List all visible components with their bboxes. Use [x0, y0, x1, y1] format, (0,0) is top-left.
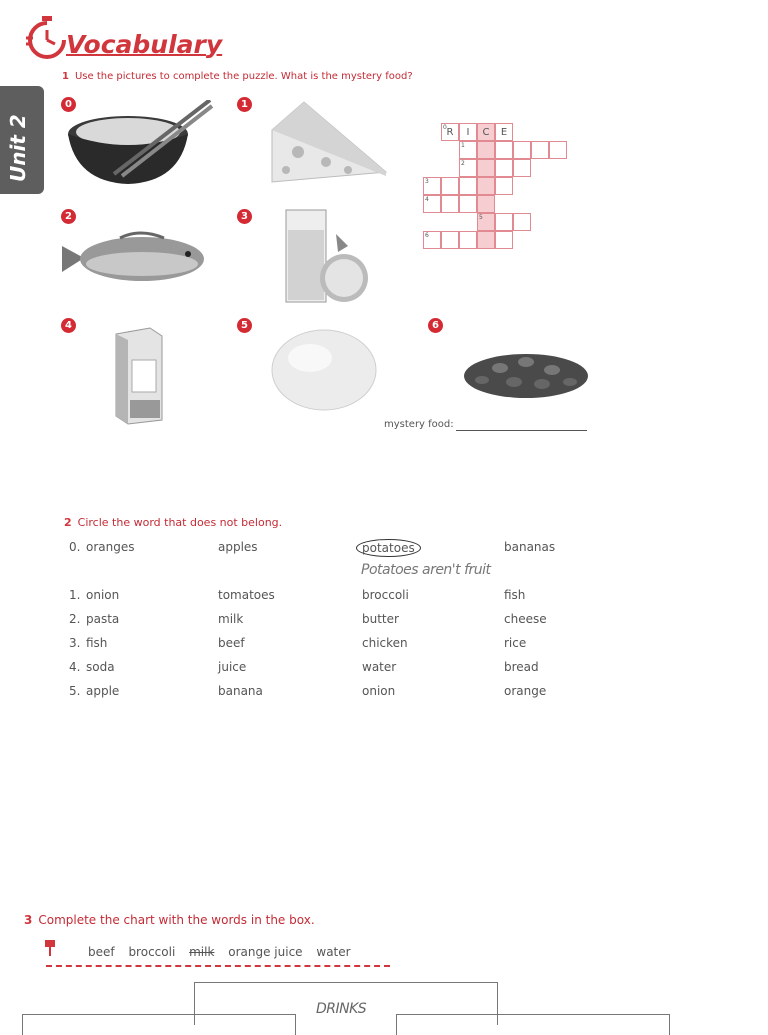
- puzzle-cell: [459, 195, 477, 213]
- puzzle-cell: [441, 231, 459, 249]
- puzzle-cell: [459, 231, 477, 249]
- picture-badge-2: 2: [61, 209, 76, 224]
- row-label: 2.: [69, 612, 81, 626]
- word-box-dashed-line: [46, 965, 390, 967]
- word-option[interactable]: juice: [218, 660, 247, 674]
- puzzle-cell: 4: [423, 195, 441, 213]
- picture-badge-3: 3: [237, 209, 252, 224]
- word-option-circled[interactable]: potatoes: [356, 539, 421, 557]
- puzzle-cell: [495, 141, 513, 159]
- exercise-2-title: [64, 516, 282, 529]
- puzzle-cell: E: [495, 123, 513, 141]
- puzzle-cell-mystery: [477, 231, 495, 249]
- word-box-item: broccoli: [128, 945, 176, 959]
- picture-badge-1: 1: [237, 97, 252, 112]
- word-option[interactable]: onion: [86, 588, 120, 602]
- word-option[interactable]: bread: [504, 660, 539, 674]
- word-option[interactable]: fish: [504, 588, 526, 602]
- word-option[interactable]: rice: [504, 636, 527, 650]
- exercise-1-number: 1: [62, 71, 69, 82]
- word-option[interactable]: bananas: [504, 540, 556, 554]
- puzzle-cell: [441, 195, 459, 213]
- word-box: [88, 945, 351, 959]
- row-label: 1.: [69, 588, 81, 602]
- exercise-3-title: [24, 913, 315, 927]
- word-option[interactable]: oranges: [86, 540, 135, 554]
- picture-badge-6: 6: [428, 318, 443, 333]
- row-label: 5.: [69, 684, 81, 698]
- word-option[interactable]: onion: [362, 684, 396, 698]
- word-option[interactable]: soda: [86, 660, 115, 674]
- word-box-item: water: [316, 945, 351, 959]
- word-option[interactable]: pasta: [86, 612, 120, 626]
- puzzle-cell: [495, 177, 513, 195]
- row-label: 3.: [69, 636, 81, 650]
- mystery-food-answer-line[interactable]: [456, 430, 587, 431]
- worksheet-page-2: [0, 509, 708, 715]
- page-title: Vocabulary: [66, 30, 223, 59]
- exercise-2-number: 2: [64, 516, 72, 529]
- word-option[interactable]: cheese: [504, 612, 547, 626]
- exercise-2-instruction: Circle the word that does not belong.: [77, 516, 283, 529]
- worksheet-page-1: [0, 0, 640, 432]
- picture-badge-5: 5: [237, 318, 252, 333]
- puzzle-cell: 1: [459, 141, 477, 159]
- word-option[interactable]: chicken: [362, 636, 408, 650]
- word-option[interactable]: milk: [218, 612, 244, 626]
- milk-carton-image: [110, 324, 168, 426]
- fish-image: [60, 228, 206, 290]
- egg-image: [270, 328, 378, 412]
- puzzle-cell: [459, 177, 477, 195]
- puzzle-cell: [495, 159, 513, 177]
- puzzle-cell: 6: [423, 231, 441, 249]
- word-option[interactable]: fish: [86, 636, 108, 650]
- word-option[interactable]: apples: [218, 540, 258, 554]
- word-box-item: beef: [88, 945, 115, 959]
- row-label: 4.: [69, 660, 81, 674]
- word-option[interactable]: water: [362, 660, 397, 674]
- word-option[interactable]: beef: [218, 636, 245, 650]
- puzzle-cell-mystery: [477, 177, 495, 195]
- puzzle-cell: [495, 231, 513, 249]
- row-label: 0.: [69, 540, 81, 554]
- puzzle-cell: [513, 159, 531, 177]
- exercise-3-number: 3: [24, 913, 33, 927]
- puzzle-cell-mystery: 5: [477, 213, 495, 231]
- chart-label-drinks: DRINKS: [316, 1001, 367, 1017]
- puzzle-cell: [513, 213, 531, 231]
- unit-tab-label: Unit 2: [6, 114, 30, 182]
- word-option[interactable]: apple: [86, 684, 120, 698]
- word-option[interactable]: broccoli: [362, 588, 409, 602]
- worksheet-page-3: [0, 904, 736, 1024]
- puzzle-cell: I: [459, 123, 477, 141]
- puzzle-cell-mystery: [477, 141, 495, 159]
- word-option[interactable]: butter: [362, 612, 399, 626]
- example-handwritten-answer: Potatoes aren't fruit: [361, 562, 491, 578]
- puzzle-cell: [495, 213, 513, 231]
- puzzle-cell: [531, 141, 549, 159]
- puzzle-cell: 2: [459, 159, 477, 177]
- beans-image: [462, 340, 592, 402]
- word-option[interactable]: tomatoes: [218, 588, 275, 602]
- puzzle-cell: [441, 177, 459, 195]
- word-option[interactable]: banana: [218, 684, 263, 698]
- mystery-food-label: mystery food:: [384, 419, 454, 430]
- puzzle-cell: [513, 141, 531, 159]
- picture-badge-0: 0: [61, 97, 76, 112]
- chart-right-box: [396, 1014, 670, 1035]
- word-box-item: orange juice: [228, 945, 303, 959]
- chart-left-box: [22, 1014, 296, 1035]
- word-option[interactable]: orange: [504, 684, 547, 698]
- orange-juice-image: [282, 206, 378, 306]
- exercise-3-instruction: Complete the chart with the words in the box.: [38, 913, 315, 927]
- puzzle-cell: 0 R: [441, 123, 459, 141]
- puzzle-cell: [549, 141, 567, 159]
- word-box-item-crossed: milk: [189, 945, 215, 959]
- puzzle-cell-mystery: [477, 195, 495, 213]
- pencil-icon: [44, 940, 56, 960]
- puzzle-cell-mystery: C: [477, 123, 495, 141]
- exercise-1-instruction: Use the pictures to complete the puzzle. What is the mystery food?: [74, 71, 413, 82]
- puzzle-cell: 3: [423, 177, 441, 195]
- puzzle-cell-mystery: [477, 159, 495, 177]
- picture-badge-4: 4: [61, 318, 76, 333]
